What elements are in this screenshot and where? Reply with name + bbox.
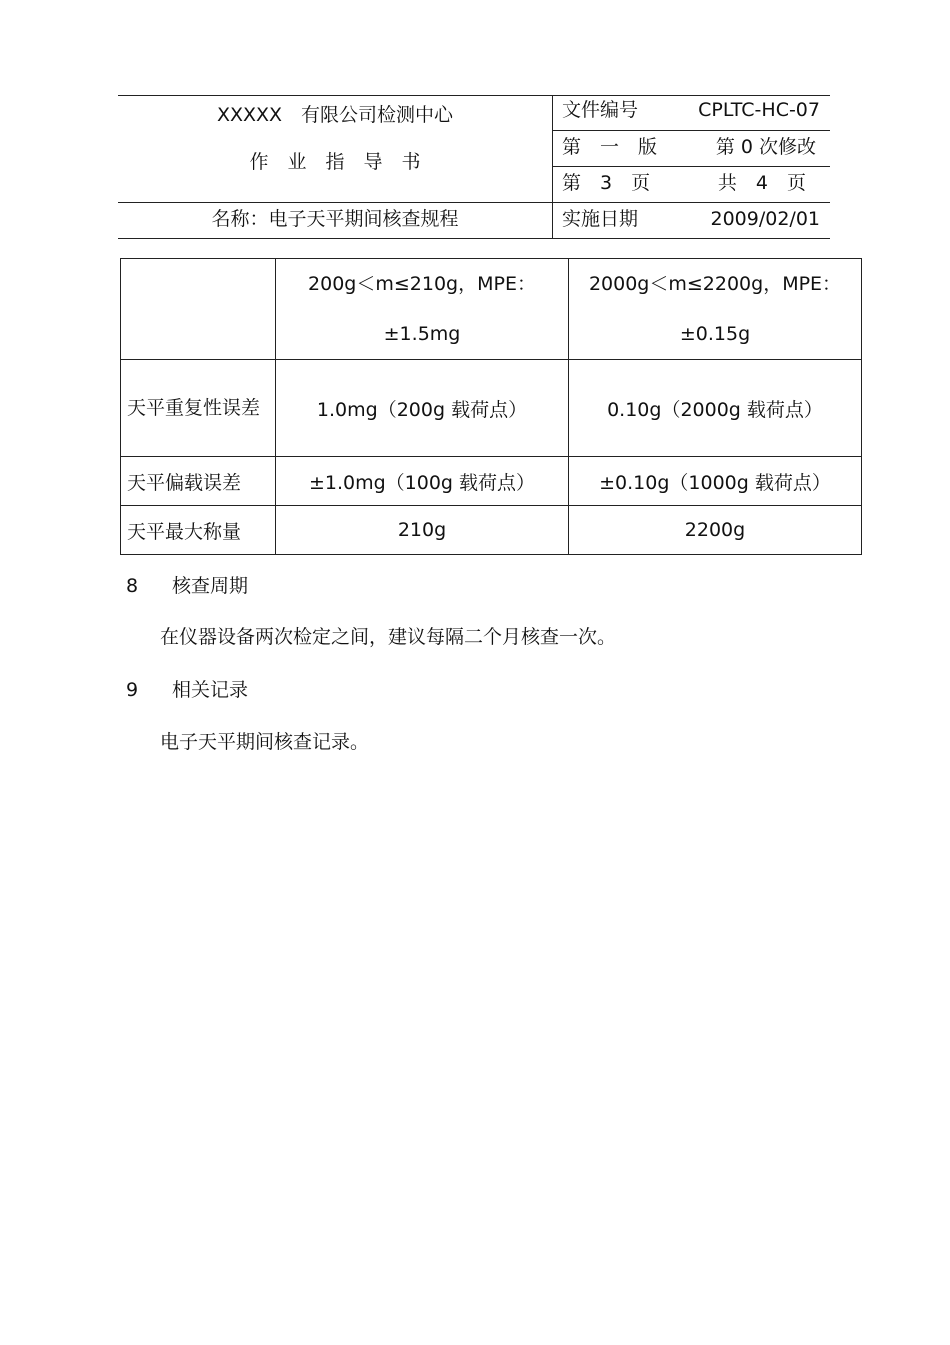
header-bottom-rule (118, 238, 830, 239)
row-label: 天平重复性误差 (121, 360, 276, 457)
revision-label: 第 0 次修改 (715, 136, 816, 158)
row-label: 天平偏载误差 (121, 457, 276, 506)
header-rule-1 (552, 130, 830, 131)
table-row (121, 259, 862, 360)
spec-table (120, 258, 862, 555)
header-rule-3 (118, 202, 830, 203)
file-no-label: 文件编号 (562, 99, 639, 121)
table-cell: ±1.0mg（100g 载荷点） (276, 457, 569, 506)
section-title: 相关记录 (172, 679, 249, 701)
table-cell: ±0.10g（1000g 载荷点） (569, 457, 862, 506)
section-body: 在仪器设备两次检定之间，建议每隔二个月核查一次。 (160, 626, 617, 648)
table-row (121, 360, 862, 457)
section-title: 核查周期 (172, 575, 249, 597)
row-label (121, 259, 276, 360)
table-cell: 1.0mg（200g 载荷点） (276, 360, 569, 457)
edition-label: 第 一 版 (562, 136, 658, 158)
date-label: 实施日期 (562, 208, 639, 230)
org-name: XXXXX 有限公司检测中心 (216, 104, 454, 126)
mpe-cell-210g: 200g＜m≤210g，MPE：±1.5mg (276, 259, 569, 360)
doc-name: 名称：电子天平期间核查规程 (211, 208, 459, 230)
file-no-value: CPLTC-HC-07 (698, 99, 820, 121)
section-number: 9 (126, 679, 139, 701)
table-row (121, 457, 862, 506)
header-top-rule (118, 95, 830, 96)
table-row (121, 506, 862, 555)
table-cell: 210g (276, 506, 569, 555)
doc-type-title: 作 业 指 导 书 (249, 151, 421, 173)
section-number: 8 (126, 575, 139, 597)
row-label: 天平最大称量 (121, 506, 276, 555)
header-rule-2 (552, 166, 830, 167)
table-cell: 2200g (569, 506, 862, 555)
table-cell: 0.10g（2000g 载荷点） (569, 360, 862, 457)
header-divider (552, 95, 553, 238)
page-label: 第 3 页 (562, 172, 651, 194)
mpe-cell-2200g: 2000g＜m≤2200g，MPE：±0.15g (569, 259, 862, 360)
section-body: 电子天平期间核查记录。 (160, 731, 370, 753)
total-pages-label: 共 4 页 (717, 172, 806, 194)
date-value: 2009/02/01 (710, 208, 820, 230)
